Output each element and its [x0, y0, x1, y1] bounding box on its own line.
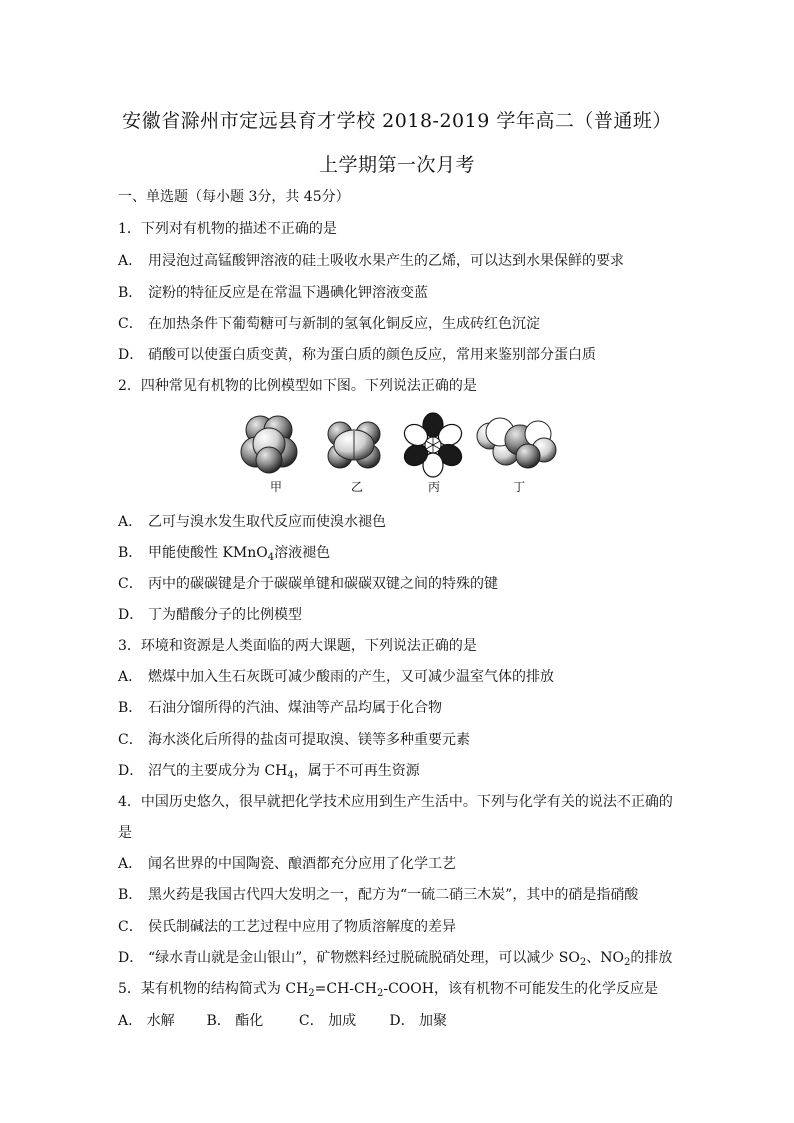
q4-option-c: C． 侯氏制碱法的工艺过程中应用了物质溶解度的差异: [118, 919, 456, 935]
section-heading: 一、单选题（每小题 3分，共 45分）: [118, 189, 350, 205]
q2-stem: 2．四种常见有机物的比例模型如下图。下列说法正确的是: [118, 378, 477, 394]
q4-stem-line2: 是: [118, 825, 132, 841]
q3-option-d: D． 沼气的主要成分为 $CH_4$，属于不可再生资源: [118, 763, 420, 781]
model-jia: [241, 416, 297, 473]
q3-option-c: C． 海水淡化后所得的盐卤可提取溴、镁等多种重要元素: [118, 732, 470, 748]
q1-option-a: A． 用浸泡过高锰酸钾溶液的硅土吸收水果产生的乙烯，可以达到水果保鲜的要求: [118, 253, 624, 269]
q1-option-d: D． 硝酸可以使蛋白质变黄，称为蛋白质的颜色反应，常用来鉴别部分蛋白质: [118, 347, 596, 363]
q4-stem-line1: 4．中国历史悠久，很早就把化学技术应用到生产生活中。下列与化学有关的说法不正确的: [118, 794, 673, 810]
model-ding: [477, 418, 556, 468]
q5-option-b: B． 酯化: [206, 1013, 264, 1029]
model-label-ding: 丁: [513, 480, 526, 494]
q5-options-row: [118, 1010, 447, 1030]
q1-option-b: B． 淀粉的特征反应是在常温下遇碘化钾溶液变蓝: [118, 285, 428, 301]
model-yi: [328, 422, 380, 468]
exam-title-line2: 上学期第一次月考: [318, 154, 475, 176]
q1-stem: 1．下列对有机物的描述不正确的是: [118, 221, 337, 237]
model-label-bing: 丙: [428, 480, 441, 494]
q3-stem: 3．环境和资源是人类面临的两大课题，下列说法正确的是: [118, 638, 477, 654]
q3-option-b: B． 石油分馏所得的汽油、煤油等产品均属于化合物: [118, 700, 442, 716]
q5-stem: 5．某有机物的结构简式为 $CH_2=CH-CH_2$-COOH，该有机物不可能发生的化学反应是: [118, 981, 658, 999]
q4-option-a: A． 闻名世界的中国陶瓷、酿酒都充分应用了化学工艺: [118, 856, 456, 872]
q2-option-c: C． 丙中的碳碳键是介于碳碳单键和碳碳双键之间的特殊的键: [118, 576, 498, 592]
exam-title-line1: 安徽省滁州市定远县育才学校 2018-2019 学年高二（普通班）: [122, 110, 672, 132]
q5-option-c: C． 加成: [298, 1013, 357, 1029]
q2-option-a: A． 乙可与溴水发生取代反应而使溴水褪色: [118, 514, 386, 530]
molecule-models-figure: [238, 410, 558, 500]
q5-option-d: D． 加聚: [389, 1013, 448, 1029]
q2-option-d: D． 丁为醋酸分子的比例模型: [118, 607, 302, 623]
model-label-jia: 甲: [270, 480, 283, 494]
q3-option-a: A． 燃煤中加入生石灰既可减少酸雨的产生，又可减少温室气体的排放: [118, 669, 554, 685]
q2-option-b: B． 甲能使酸性 KMnO$_4$溶液褪色: [118, 545, 331, 563]
q5-option-a: A． 水解: [118, 1013, 175, 1029]
q1-option-c: C． 在加热条件下葡萄糖可与新制的氢氧化铜反应，生成砖红色沉淀: [118, 316, 540, 332]
model-bing: [401, 413, 466, 477]
model-label-yi: 乙: [351, 480, 364, 494]
q4-option-d: D． “绿水青山就是金山银山”，矿物燃料经过脱硫脱硝处理，可以减少 $SO_2$、$NO_2$的排放: [118, 950, 673, 968]
q4-option-b: B． 黑火药是我国古代四大发明之一，配方为“一硫二硝三木炭”，其中的硝是指硝酸: [118, 887, 639, 903]
molecule-models-svg: [238, 410, 558, 480]
